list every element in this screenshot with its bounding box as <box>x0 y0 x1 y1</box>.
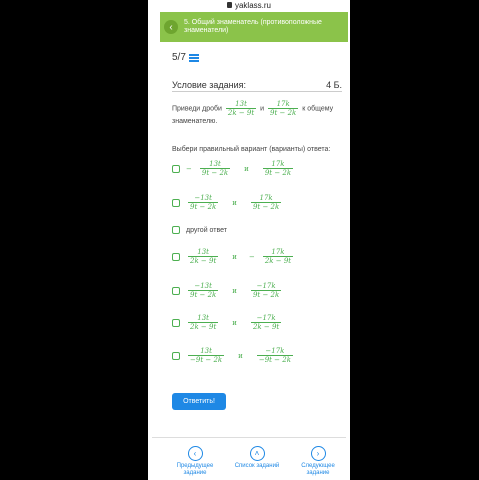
fraction <box>200 160 230 177</box>
fraction-numerator: 17k <box>271 160 285 168</box>
checkbox[interactable] <box>172 165 180 173</box>
fraction <box>251 194 281 211</box>
conjunction: и <box>260 105 265 113</box>
task-points: 4 Б. <box>326 79 342 90</box>
answer-option[interactable] <box>172 282 283 299</box>
task-list-button[interactable] <box>232 446 282 470</box>
chevron-right-icon: › <box>311 446 326 461</box>
fraction-denominator: 2k − 9t <box>190 257 217 265</box>
answer-option[interactable] <box>172 226 227 234</box>
fraction <box>188 347 224 364</box>
fraction-denominator: −9t − 2k <box>190 356 223 364</box>
lock-icon <box>227 2 232 8</box>
fraction-numerator: 13t <box>200 347 212 355</box>
fraction-numerator: 13t <box>235 100 247 108</box>
fraction-denominator: 9t − 2k <box>252 291 280 299</box>
topic-header <box>160 12 348 42</box>
option-conjunction: и <box>244 164 249 173</box>
checkbox[interactable] <box>172 253 180 261</box>
fraction-denominator: 9t − 2k <box>201 169 229 177</box>
option-sign: − <box>248 252 255 261</box>
next-task-button[interactable] <box>293 446 343 477</box>
nav-label: Предыдущее задание <box>176 463 214 476</box>
fraction-numerator: 13t <box>197 314 209 322</box>
fraction <box>251 314 281 331</box>
instruction-pre: Приведи дроби <box>172 105 222 113</box>
fraction-denominator: 9t − 2k <box>252 203 280 211</box>
fraction-numerator: −13t <box>194 194 212 202</box>
url-bar[interactable] <box>148 0 350 10</box>
fraction-denominator: 2k − 9t <box>264 257 292 265</box>
fraction-denominator: 9t − 2k <box>264 169 292 177</box>
phone-screen <box>148 0 350 480</box>
choose-prompt: Выбери правильный вариант (варианты) ответа: <box>172 146 331 153</box>
task-label: Условие задания: <box>172 79 247 90</box>
fraction <box>268 100 298 117</box>
answer-option[interactable] <box>172 314 283 331</box>
topic-title: 5. Общий знаменатель (противоположные знаменатели) <box>184 19 322 34</box>
fraction <box>257 347 293 364</box>
option-conjunction: и <box>232 318 237 327</box>
counter-text: 5/7 <box>172 52 186 63</box>
fraction <box>263 160 293 177</box>
fraction-denominator: 2k − 9t <box>190 323 217 331</box>
fraction-numerator: −17k <box>256 314 276 322</box>
url-text: yaklass.ru <box>234 0 271 10</box>
fraction-denominator: 9t − 2k <box>190 291 217 299</box>
fraction <box>188 248 218 265</box>
option-conjunction: и <box>232 286 237 295</box>
submit-button[interactable]: Ответить! <box>172 393 226 410</box>
chevron-left-icon: ‹ <box>188 446 203 461</box>
fraction <box>188 314 218 331</box>
fraction-numerator: −17k <box>265 347 285 355</box>
chevron-up-icon: ˄ <box>250 446 265 461</box>
checkbox[interactable] <box>172 226 180 234</box>
fraction-numerator: −17k <box>256 282 276 290</box>
answer-option[interactable] <box>172 347 295 364</box>
answer-option[interactable] <box>172 160 295 177</box>
option-conjunction: и <box>232 198 237 207</box>
checkbox[interactable] <box>172 319 180 327</box>
task-instruction <box>172 100 342 127</box>
option-text: другой ответ <box>186 226 227 234</box>
fraction <box>263 248 293 265</box>
fraction-numerator: 17k <box>276 100 290 108</box>
task-heading <box>172 78 342 92</box>
fraction-denominator: 2k − 9t <box>252 323 280 331</box>
prev-task-button[interactable] <box>170 446 220 477</box>
fraction <box>226 100 256 117</box>
instruction-post: к общему знаменателю. <box>172 105 334 125</box>
checkbox[interactable] <box>172 352 180 360</box>
task-counter <box>172 52 199 63</box>
nav-label: Следующее задание <box>301 463 335 476</box>
fraction-numerator: 13t <box>209 160 221 168</box>
fraction-denominator: 9t − 2k <box>190 203 217 211</box>
checkbox[interactable] <box>172 199 180 207</box>
divider <box>152 437 346 438</box>
back-button[interactable] <box>164 20 178 34</box>
fraction-numerator: −13t <box>194 282 212 290</box>
fraction-numerator: 17k <box>271 248 285 256</box>
list-icon[interactable] <box>189 54 199 62</box>
nav-label: Список заданий <box>234 463 280 469</box>
fraction <box>188 194 218 211</box>
option-conjunction: и <box>232 252 237 261</box>
option-conjunction: и <box>238 351 243 360</box>
fraction <box>188 282 218 299</box>
fraction-numerator: 17k <box>259 194 273 202</box>
fraction-denominator: −9t − 2k <box>258 356 291 364</box>
fraction-denominator: 2k − 9t <box>227 109 255 117</box>
checkbox[interactable] <box>172 287 180 295</box>
option-sign: − <box>186 164 192 173</box>
answer-option[interactable] <box>172 194 283 211</box>
fraction-numerator: 13t <box>197 248 209 256</box>
fraction <box>251 282 281 299</box>
answer-option[interactable] <box>172 248 295 265</box>
chevron-left-icon: ‹ <box>169 21 173 33</box>
fraction-denominator: 9t − 2k <box>270 109 297 117</box>
